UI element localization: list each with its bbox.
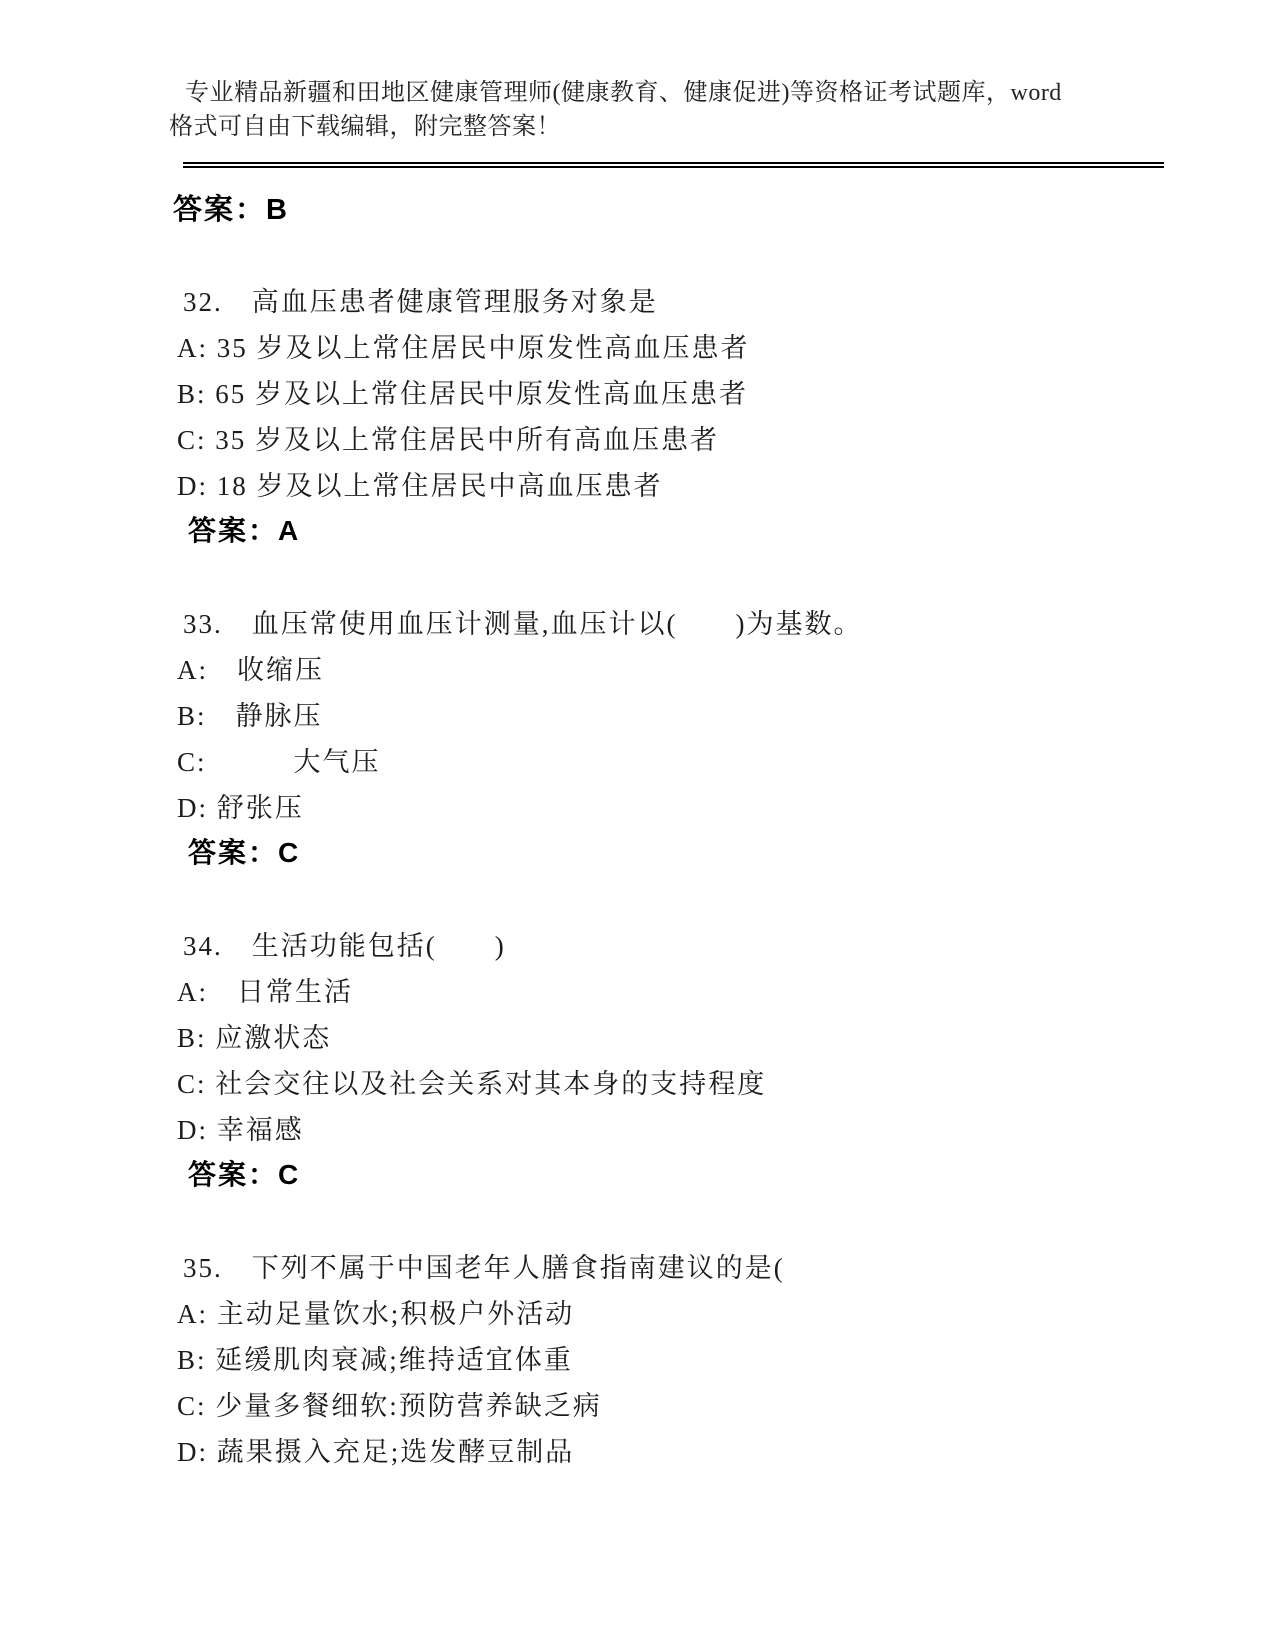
question-34: 34. 生活功能包括( ) [183, 930, 506, 961]
question-34-option-a: A: 日常生活 [177, 976, 353, 1007]
header-line-1: 专业精品新疆和田地区健康管理师(健康教育、健康促进)等资格证考试题库，word [185, 80, 1062, 106]
question-34-option-b: B: 应激状态 [177, 1022, 332, 1053]
question-35-option-b: B: 延缓肌肉衰减;维持适宜体重 [177, 1344, 573, 1375]
header-divider-double-rule [183, 162, 1164, 168]
page-header [169, 76, 1109, 144]
question-32-option-a: A: 35 岁及以上常住居民中原发性高血压患者 [177, 332, 750, 363]
question-35-option-c: C: 少量多餐细软:预防营养缺乏病 [177, 1390, 602, 1421]
question-35: 35. 下列不属于中国老年人膳食指南建议的是( [183, 1252, 785, 1283]
question-35-option-d: D: 蔬果摄入充足;选发酵豆制品 [177, 1436, 575, 1467]
question-34-option-c: C: 社会交往以及社会关系对其本身的支持程度 [177, 1068, 767, 1099]
answer-line-q33: 答案：C [188, 837, 301, 868]
question-35-option-a: A: 主动足量饮水;积极户外活动 [177, 1298, 575, 1329]
question-32-option-b: B: 65 岁及以上常住居民中原发性高血压患者 [177, 378, 749, 409]
answer-line-q31: 答案：B [173, 193, 289, 226]
question-33-option-c: C: 大气压 [177, 746, 381, 777]
header-line-2: 格式可自由下载编辑，附完整答案！ [169, 114, 561, 140]
question-32-option-d: D: 18 岁及以上常住居民中高血压患者 [177, 470, 663, 501]
answer-line-q32: 答案：A [188, 515, 301, 546]
question-list [173, 184, 1177, 1472]
question-33-option-b: B: 静脉压 [177, 700, 323, 731]
question-33: 33. 血压常使用血压计测量,血压计以( )为基数。 [183, 608, 863, 639]
question-33-option-d: D: 舒张压 [177, 792, 304, 823]
answer-line-q34: 答案：C [188, 1159, 301, 1190]
question-32-option-c: C: 35 岁及以上常住居民中所有高血压患者 [177, 424, 720, 455]
question-34-option-d: D: 幸福感 [177, 1114, 304, 1145]
question-32: 32. 高血压患者健康管理服务对象是 [183, 286, 658, 317]
question-33-option-a: A: 收缩压 [177, 654, 324, 685]
